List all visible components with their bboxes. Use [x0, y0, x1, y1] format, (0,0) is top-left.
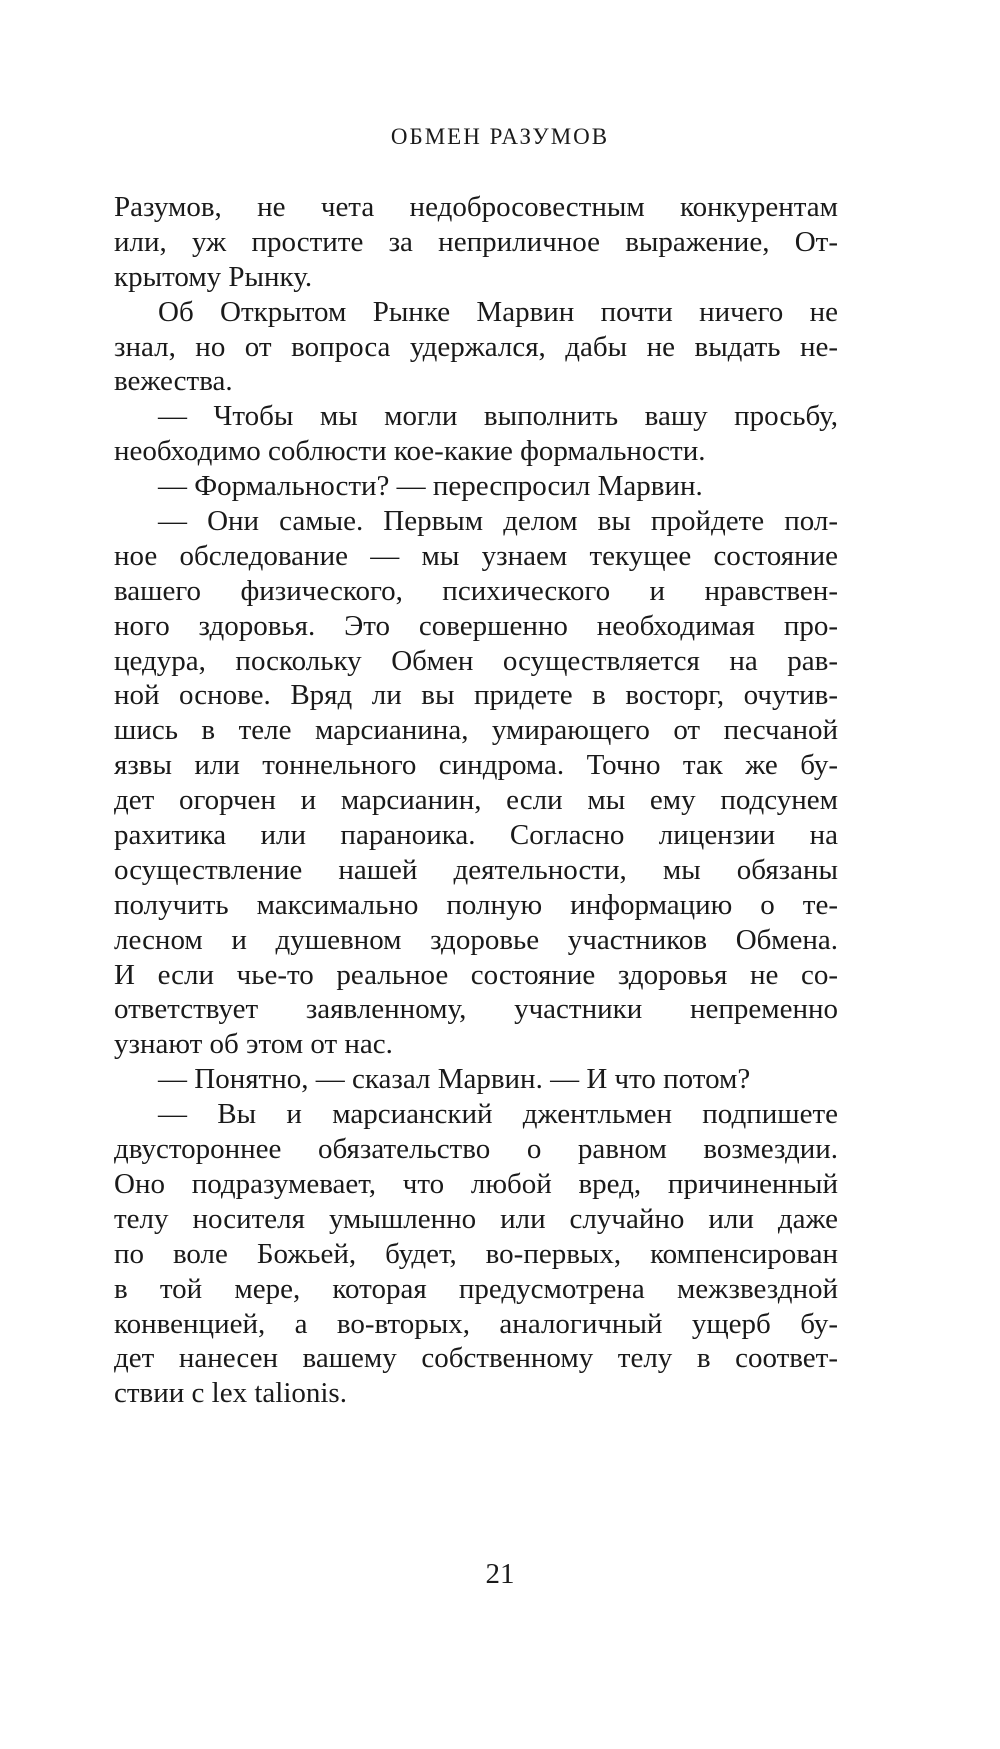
text-line: необходимо соблюсти кое-какие формальности.: [114, 435, 706, 468]
text-line: дет нанесен вашему собственному телу в соответ-: [114, 1342, 838, 1375]
body-text: [114, 190, 838, 1411]
text-line: дет огорчен и марсианин, если мы ему подсунем: [114, 784, 838, 817]
text-line: ответствует заявленному, участники непременно: [114, 993, 838, 1026]
text-line: Об Открытом Рынке Марвин почти ничего не: [158, 295, 838, 328]
text-line: двустороннее обязательство о равном возмездии.: [114, 1133, 838, 1166]
text-line: получить максимально полную информацию о те-: [114, 888, 838, 921]
text-line: ной основе. Вряд ли вы придете в восторг, очутив-: [114, 679, 838, 712]
text-line: лесном и душевном здоровье участников Обмена.: [114, 923, 838, 956]
page-number: 21: [485, 1558, 515, 1590]
text-line: — Понятно, — сказал Марвин. — И что потом?: [158, 1063, 751, 1096]
text-line: вежества.: [114, 365, 233, 398]
text-line: узнают об этом от нас.: [114, 1028, 393, 1061]
text-line: язвы или тоннельного синдрома. Точно так же бу-: [114, 749, 838, 782]
text-line: Разумов, не чета недобросовестным конкурентам: [114, 191, 838, 223]
text-line: ного здоровья. Это совершенно необходимая про-: [114, 609, 838, 642]
text-line: в той мере, которая предусмотрена межзвездной: [114, 1272, 838, 1305]
text-line: конвенцией, а во-вторых, аналогичный ущерб бу-: [114, 1307, 838, 1340]
text-line: Оно подразумевает, что любой вред, причиненный: [114, 1167, 838, 1200]
text-line: И если чье-то реальное состояние здоровья не со-: [114, 958, 838, 991]
text-line: цедура, поскольку Обмен осуществляется на рав-: [114, 644, 838, 677]
text-line: — Они самые. Первым делом вы пройдете пол-: [158, 505, 838, 538]
running-head-title: ОБМЕН РАЗУМОВ: [390, 124, 610, 149]
text-line: — Чтобы мы могли выполнить вашу просьбу,: [158, 400, 838, 433]
text-line: — Вы и марсианский джентльмен подпишете: [158, 1098, 838, 1131]
text-line: или, уж простите за неприличное выражение, От-: [114, 225, 838, 258]
text-line: телу носителя умышленно или случайно или даже: [114, 1202, 838, 1235]
text-line: рахитика или параноика. Согласно лицензии на: [114, 819, 838, 852]
text-line: ствии с lex talionis.: [114, 1377, 347, 1410]
text-line: ное обследование — мы узнаем текущее состояние: [114, 539, 838, 572]
text-line: осуществление нашей деятельности, мы обязаны: [114, 853, 838, 886]
text-line: — Формальности? — переспросил Марвин.: [158, 470, 703, 503]
text-line: по воле Божьей, будет, во-первых, компенсирован: [114, 1237, 838, 1270]
text-line: шись в теле марсианина, умирающего от песчаной: [114, 714, 838, 747]
text-line: вашего физического, психического и нравствен-: [114, 574, 838, 607]
text-line: крытому Рынку.: [114, 260, 313, 293]
text-line: знал, но от вопроса удержался, дабы не выдать не-: [114, 330, 838, 363]
